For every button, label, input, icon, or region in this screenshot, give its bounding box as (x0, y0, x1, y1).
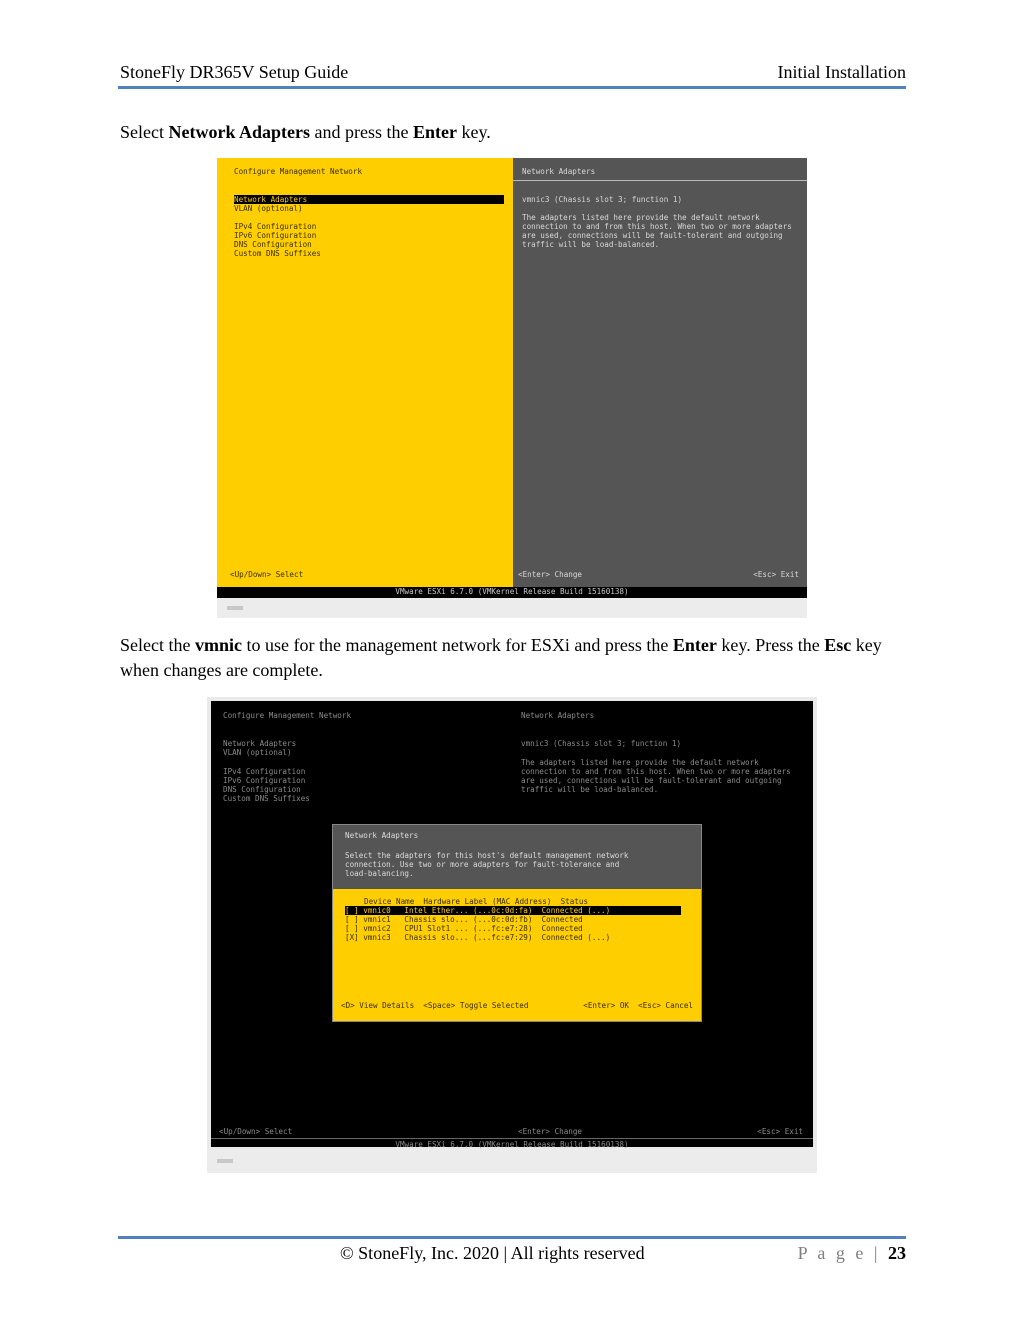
page-number (798, 1243, 906, 1264)
nic-row-vmnic1[interactable]: [ ] vmnic1 Chassis slo... (...0c:0d:fb) Connected (345, 915, 583, 924)
nic-row-vmnic3[interactable]: [X] vmnic3 Chassis slo... (...fc:e7:29) Connected (...) (345, 933, 611, 942)
desc-line: The adapters listed here provide the default network (522, 213, 760, 222)
page-label: P a g e | (797, 1243, 888, 1263)
desc-line: The adapters listed here provide the default network (521, 758, 759, 767)
header-title: StoneFly DR365V Setup Guide (120, 62, 349, 82)
pane-divider (513, 180, 807, 181)
desc-line: connection to and from this host. When two or more adapters (521, 767, 791, 776)
keyboard-icon (227, 606, 243, 610)
dialog-desc-line: connection. Use two or more adapters for fault-tolerance and (345, 860, 620, 869)
hint-exit: <Esc> Exit (753, 570, 799, 579)
dcui-screen-dimmed (211, 701, 813, 1147)
table-header: Device Name Hardware Label (MAC Address) Status (364, 897, 589, 906)
desc-line: connection to and from this host. When two or more adapters (522, 222, 792, 231)
pane-title: Network Adapters (522, 167, 596, 176)
dialog-hint-left: <D> View Details <Space> Toggle Selected (341, 1001, 529, 1010)
page-number-value: 23 (888, 1243, 906, 1263)
copyright: © StoneFly, Inc. 2020 | All rights reserved (340, 1243, 645, 1263)
menu-item-ipv6: IPv6 Configuration (223, 776, 306, 785)
desc-line: are used, connections will be fault-tolerant and outgoing (521, 776, 782, 785)
menu-item-ipv4[interactable]: IPv4 Configuration (234, 222, 317, 231)
hint-exit: <Esc> Exit (757, 1127, 803, 1136)
hint-select: <Up/Down> Select (230, 570, 304, 579)
dcui-title: Configure Management Network (234, 167, 363, 176)
network-adapters-dialog (332, 824, 702, 1022)
dialog-hint-right: <Enter> OK <Esc> Cancel (583, 1001, 693, 1010)
menu-item-vlan[interactable]: VLAN (optional) (234, 204, 303, 213)
desc-line: traffic will be load-balanced. (522, 240, 660, 249)
menu-item-ipv4: IPv4 Configuration (223, 767, 306, 776)
dcui-title: Configure Management Network (223, 711, 352, 720)
menu-item-network-adapters: Network Adapters (223, 739, 297, 748)
menu-item-dns-suffixes[interactable]: Custom DNS Suffixes (234, 249, 321, 258)
esxi-screenshot-1 (217, 158, 807, 618)
hint-change: <Enter> Change (518, 1127, 583, 1136)
dialog-header (333, 825, 701, 889)
dialog-body (333, 889, 701, 1021)
dialog-title: Network Adapters (345, 831, 419, 840)
step1-instruction: Select Network Adapters and press the Enter key. (120, 122, 491, 142)
pane-title: Network Adapters (521, 711, 595, 720)
menu-item-dns: DNS Configuration (223, 785, 301, 794)
screenshot-footer (217, 598, 807, 618)
build-bar: VMware ESXi 6.7.0 (VMKernel Release Build 15160138) (217, 587, 807, 598)
header-section: Initial Installation (777, 62, 906, 82)
adapter-name: vmnic3 (Chassis slot 3; function 1) (522, 195, 683, 204)
desc-line: traffic will be load-balanced. (521, 785, 659, 794)
menu-item-network-adapters[interactable]: Network Adapters (234, 195, 504, 204)
esxi-screenshot-2 (207, 697, 817, 1173)
menu-item-ipv6[interactable]: IPv6 Configuration (234, 231, 317, 240)
dcui-right-pane (513, 158, 807, 587)
header-rule (118, 86, 906, 89)
screenshot-footer (207, 1149, 817, 1173)
keyboard-icon (217, 1159, 233, 1163)
step2-instruction: Select the vmnic to use for the management network for ESXi and press the Enter key. Press the Esc key when changes are complete. (120, 635, 882, 680)
nic-row-vmnic0[interactable]: [ ] vmnic0 Intel Ether... (...0c:0d:fa) Connected (...) (345, 906, 681, 915)
menu-item-dns-suffixes: Custom DNS Suffixes (223, 794, 310, 803)
hint-select: <Up/Down> Select (219, 1127, 293, 1136)
dialog-desc-line: load-balancing. (345, 869, 414, 878)
adapter-name: vmnic3 (Chassis slot 3; function 1) (521, 739, 682, 748)
dcui-left-pane (217, 158, 513, 587)
nic-row-vmnic2[interactable]: [ ] vmnic2 CPU1 Slot1 ... (...fc:e7:28) Connected (345, 924, 583, 933)
desc-line: are used, connections will be fault-tolerant and outgoing (522, 231, 783, 240)
bottom-divider (211, 1138, 813, 1139)
build-bar: VMware ESXi 6.7.0 (VMKernel Release Build 15160138) (395, 1140, 629, 1149)
footer-rule (118, 1236, 906, 1239)
dialog-desc-line: Select the adapters for this host's default management network (345, 851, 629, 860)
hint-change: <Enter> Change (518, 570, 583, 579)
menu-item-vlan: VLAN (optional) (223, 748, 292, 757)
page-header (120, 60, 906, 88)
menu-item-dns[interactable]: DNS Configuration (234, 240, 312, 249)
